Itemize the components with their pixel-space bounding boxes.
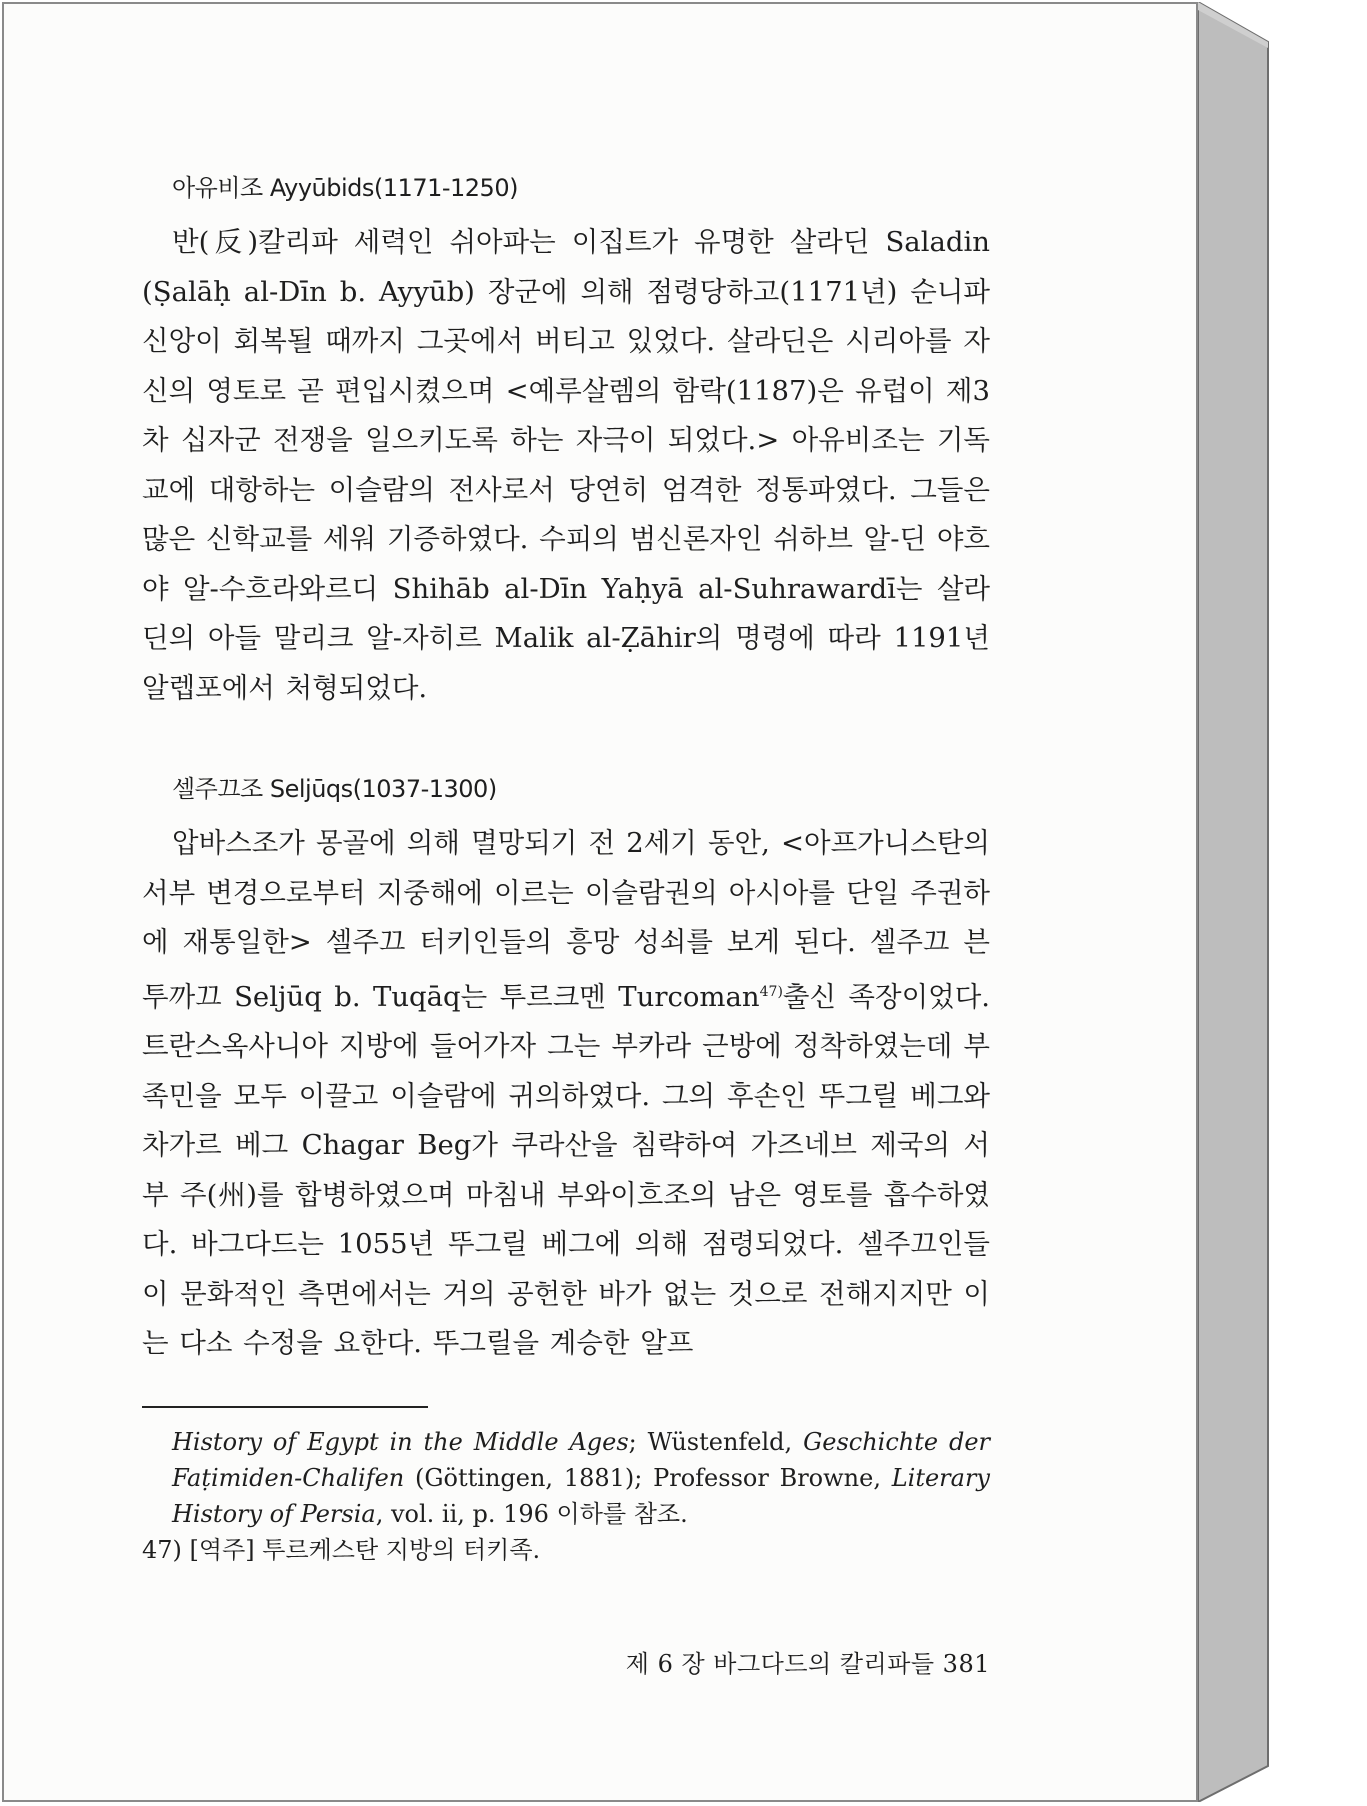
section-heading-ayyubids: 아유비조 Ayyūbids(1171-1250)	[172, 174, 518, 202]
paragraph-seljuqs	[142, 819, 990, 1369]
paragraph-seljuqs-part2: 출신 족장이었다. 트란스옥사니아 지방에 들어가자 그는 부카라 근방에 정착하였는데 부족민을 모두 이끌고 이슬람에 귀의하였다. 그의 후손인 뚜그릴 베그와 차가르 베그 Chagar Beg가 쿠라산을 침략하여 가즈네브 제국의 서부 주(州)를 합병하였으며 마침내 부와이흐조의 남은 영토를 흡수하였다. 바그다드는 1055년 뚜그릴 베그에 의해 점령되었다. 셀주끄인들이 문화적인 측면에서는 거의 공헌한 바가 없는 것으로 전해지지만 이는 다소 수정을 요한다. 뚜그릴을 계승한 알프	[142, 980, 991, 1360]
running-footer: 제 6 장 바그다드의 칼리파들 381	[625, 1650, 990, 1678]
footnote-text-3: , vol. ii, p. 196 이하를 참조.	[375, 1500, 688, 1528]
footnote-ref-47[interactable]: 47)	[759, 983, 783, 1000]
section-heading-seljuqs-text: 셀주끄조 Seljūqs(1037-1300)	[172, 775, 497, 803]
footnote-continued	[172, 1424, 990, 1532]
paragraph-ayyubids: 반(反)칼리파 세력인 쉬아파는 이집트가 유명한 살라딘 Saladin (Ṣalāḥ al-Dīn b. Ayyūb) 장군에 의해 점령당하고(1171년) 순니파 신앙이 회복될 때까지 그곳에서 버티고 있었다. 살라딘은 시리아를 자신의 영토로 곧 편입시켰으며 <예루살렘의 함락(1187)은 유럽이 제3차 십자군 전쟁을 일으키도록 하는 자극이 되었다.> 아유비조는 기독교에 대항하는 이슬람의 전사로서 당연히 엄격한 정통파였다. 그들은 많은 신학교를 세워 기증하였다. 수피의 범신론자인 쉬하브 알-딘 야흐야 알-수흐라와르디 Shihāb al-Dīn Yaḥyā al-Suhrawardī는 살라딘의 아들 말리크 알-자히르 Malik al-Ẓāhir의 명령에 따라 1191년 알렙포에서 처형되었다.	[142, 226, 990, 704]
paragraph-seljuqs-part1: 압바스조가 몽골에 의해 멸망되기 전 2세기 동안, <아프가니스탄의 서부 변경으로부터 지중해에 이르는 이슬람권의 아시아를 단일 주권하에 재통일한> 셀주끄 터키인들의 흥망 성쇠를 보게 된다. 셀주끄 븐 투까끄 Seljūq b. Tuqāq는 투르크멘 Turcoman	[142, 827, 990, 1013]
footnote-text-2: (Göttingen, 1881); Professor Browne,	[404, 1464, 892, 1492]
book-spine	[1198, 2, 1286, 1802]
footnote-47: 47) [역주] 투르케스탄 지방의 터키족.	[142, 1536, 541, 1564]
footnote-rule	[142, 1406, 428, 1408]
footnote-title-1: History of Egypt in the Middle Ages	[172, 1428, 629, 1456]
footnotes	[142, 1424, 990, 1568]
footnote-text-1: ; Wüstenfeld,	[628, 1428, 804, 1456]
footnote-title-2: Geschichte der Faṭimiden-Chalifen	[172, 1428, 991, 1492]
main-text	[142, 170, 990, 1369]
section-heading-seljuqs	[172, 771, 990, 807]
footnote-title-3: Literary History of Persia	[172, 1464, 990, 1528]
section-gap	[142, 713, 990, 771]
